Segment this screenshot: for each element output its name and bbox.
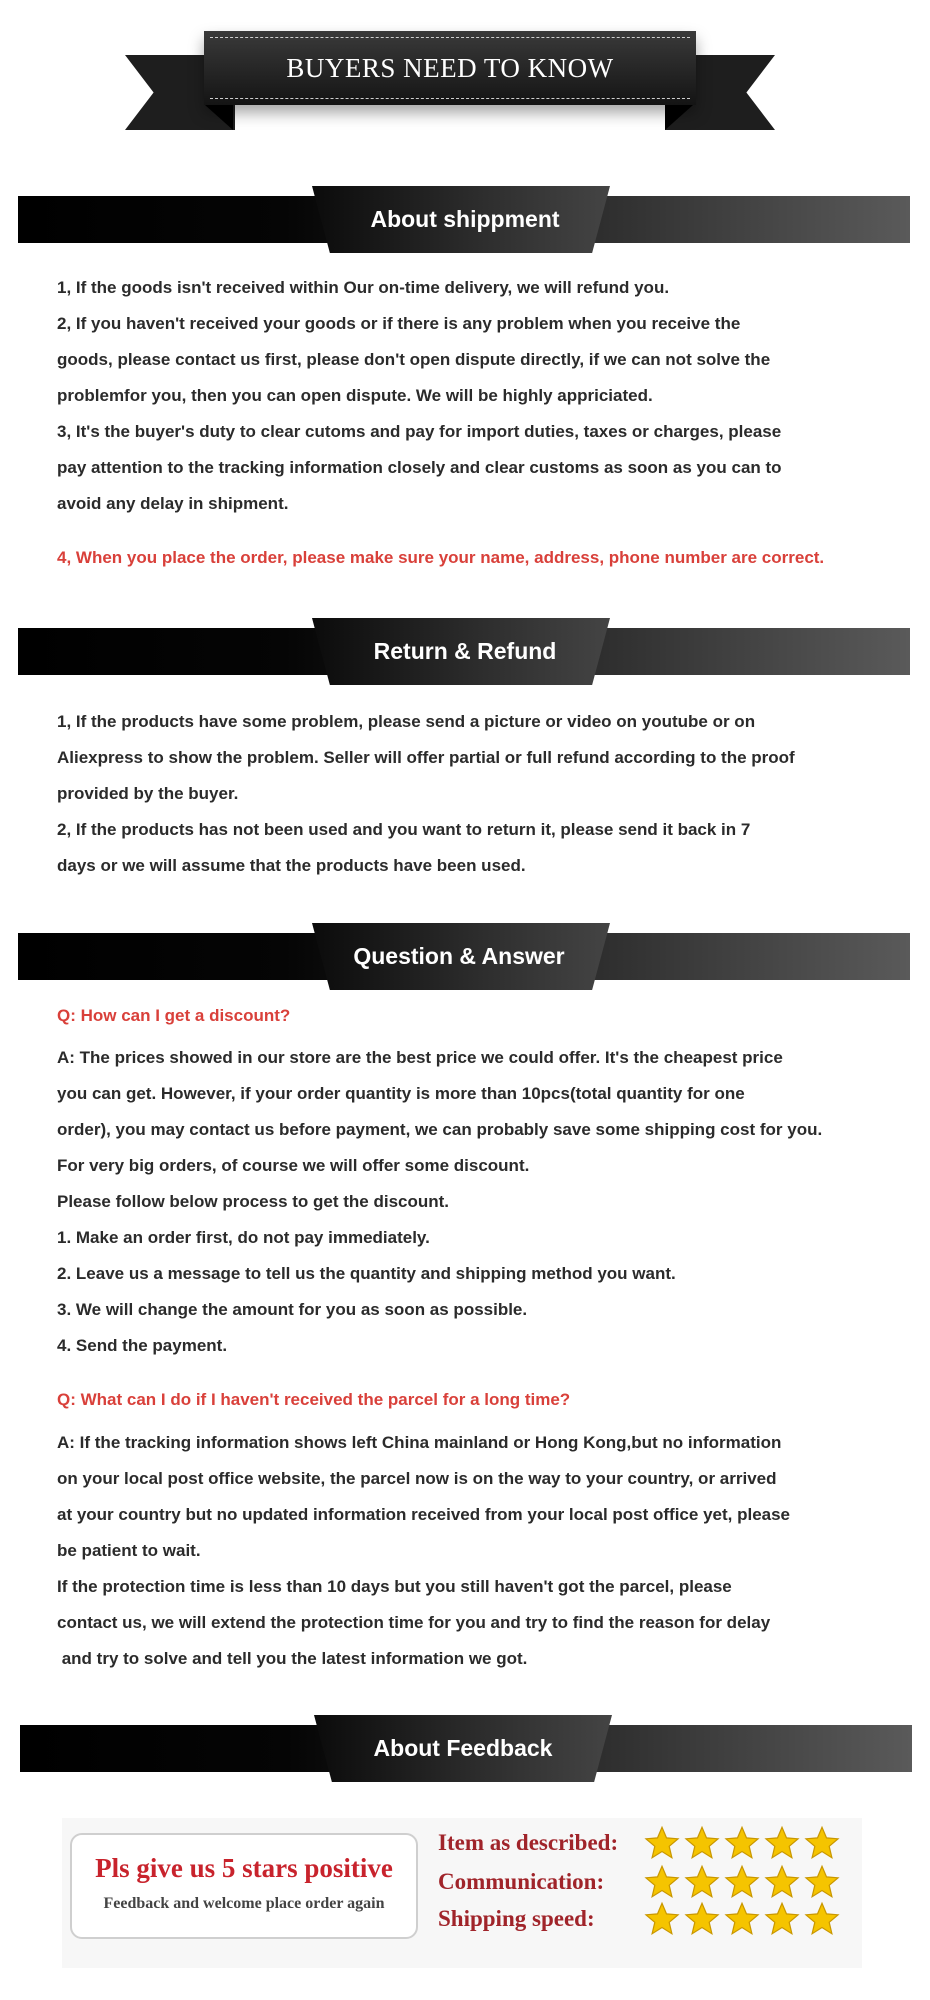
text-line: A: If the tracking information shows left China mainland or Hong Kong,but no information	[57, 1433, 782, 1452]
section-title: Question & Answer	[353, 943, 565, 969]
star-rating	[644, 1825, 840, 1861]
rating-row	[438, 1902, 840, 1936]
answer-1	[57, 1040, 887, 1364]
text-line: 1. Make an order first, do not pay immediately.	[57, 1228, 430, 1247]
feedback-callout	[70, 1833, 418, 1939]
text-line: 2, If the products has not been used and you want to return it, please send it back in 7	[57, 820, 751, 839]
text-line: A: The prices showed in our store are the best price we could offer. It's the cheapest price	[57, 1048, 783, 1067]
text-line: avoid any delay in shipment.	[57, 494, 289, 513]
refund-text	[57, 704, 887, 884]
star-icon	[804, 1825, 840, 1861]
rating-label: Shipping speed:	[438, 1906, 595, 1931]
text-line: 3, It's the buyer's duty to clear cutoms and pay for import duties, taxes or charges, please	[57, 422, 782, 441]
rating-row	[438, 1826, 840, 1860]
text-line: on your local post office website, the parcel now is on the way to your country, or arrived	[57, 1469, 777, 1488]
text-line: and try to solve and tell you the latest information we got.	[57, 1649, 528, 1668]
star-icon	[684, 1864, 720, 1900]
star-icon	[764, 1901, 800, 1937]
text-line: be patient to wait.	[57, 1541, 201, 1560]
text-line: problemfor you, then you can open dispute. We will be highly appriciated.	[57, 386, 653, 405]
star-icon	[804, 1901, 840, 1937]
text-line: If the protection time is less than 10 days but you still haven't got the parcel, please	[57, 1577, 732, 1596]
banner-title: BUYERS NEED TO KNOW	[286, 52, 614, 83]
ribbon-main	[204, 31, 696, 105]
text-line: provided by the buyer.	[57, 784, 239, 803]
star-icon	[644, 1825, 680, 1861]
rating-label: Item as described:	[438, 1830, 619, 1855]
text-line: 1, If the products have some problem, please send a picture or video on youtube or on	[57, 712, 756, 731]
feedback-subline: Feedback and welcome place order again	[103, 1895, 385, 1912]
star-rating	[644, 1864, 840, 1900]
text-line: 1, If the goods isn't received within Our on-time delivery, we will refund you.	[57, 278, 670, 297]
shipment-notice: 4, When you place the order, please make sure your name, address, phone number are correct.	[57, 548, 825, 567]
star-icon	[644, 1901, 680, 1937]
section-title: About Feedback	[373, 1735, 553, 1761]
text-line: 3. We will change the amount for you as soon as possible.	[57, 1300, 528, 1319]
star-icon	[724, 1825, 760, 1861]
text-line: 2, If you haven't received your goods or if there is any problem when you receive the	[57, 314, 741, 333]
star-icon	[724, 1901, 760, 1937]
star-icon	[724, 1864, 760, 1900]
text-line: order), you may contact us before payment, we can probably save some shipping cost for you.	[57, 1120, 823, 1139]
star-icon	[684, 1901, 720, 1937]
section-title: About shippment	[370, 206, 560, 232]
text-line: 2. Leave us a message to tell us the quantity and shipping method you want.	[57, 1264, 676, 1283]
star-icon	[644, 1864, 680, 1900]
star-icon	[804, 1864, 840, 1900]
star-icon	[764, 1825, 800, 1861]
rating-label: Communication:	[438, 1869, 605, 1894]
question-2: Q: What can I do if I haven't received the parcel for a long time?	[57, 1390, 571, 1409]
text-line: days or we will assume that the products have been used.	[57, 856, 526, 875]
answer-2	[57, 1425, 887, 1677]
text-line: Aliexpress to show the problem. Seller will offer partial or full refund according to the proof	[57, 748, 795, 767]
question-1: Q: How can I get a discount?	[57, 1006, 291, 1025]
text-line: goods, please contact us first, please don't open dispute directly, if we can not solve the	[57, 350, 771, 369]
rating-row	[438, 1865, 840, 1899]
text-line: For very big orders, of course we will offer some discount.	[57, 1156, 530, 1175]
feedback-headline: Pls give us 5 stars positive	[95, 1853, 393, 1883]
star-rating	[644, 1901, 840, 1937]
feedback-graphic	[62, 1818, 862, 1968]
star-icon	[764, 1864, 800, 1900]
text-line: at your country but no updated information received from your local post office yet, please	[57, 1505, 791, 1524]
text-line: 4. Send the payment.	[57, 1336, 228, 1355]
star-icon	[684, 1825, 720, 1861]
shipment-text	[57, 270, 887, 522]
text-line: Please follow below process to get the discount.	[57, 1192, 450, 1211]
section-title: Return & Refund	[373, 638, 557, 664]
text-line: pay attention to the tracking information closely and clear customs as soon as you can to	[57, 458, 782, 477]
text-line: contact us, we will extend the protection time for you and try to find the reason for delay	[57, 1613, 771, 1632]
text-line: you can get. However, if your order quantity is more than 10pcs(total quantity for one	[57, 1084, 745, 1103]
